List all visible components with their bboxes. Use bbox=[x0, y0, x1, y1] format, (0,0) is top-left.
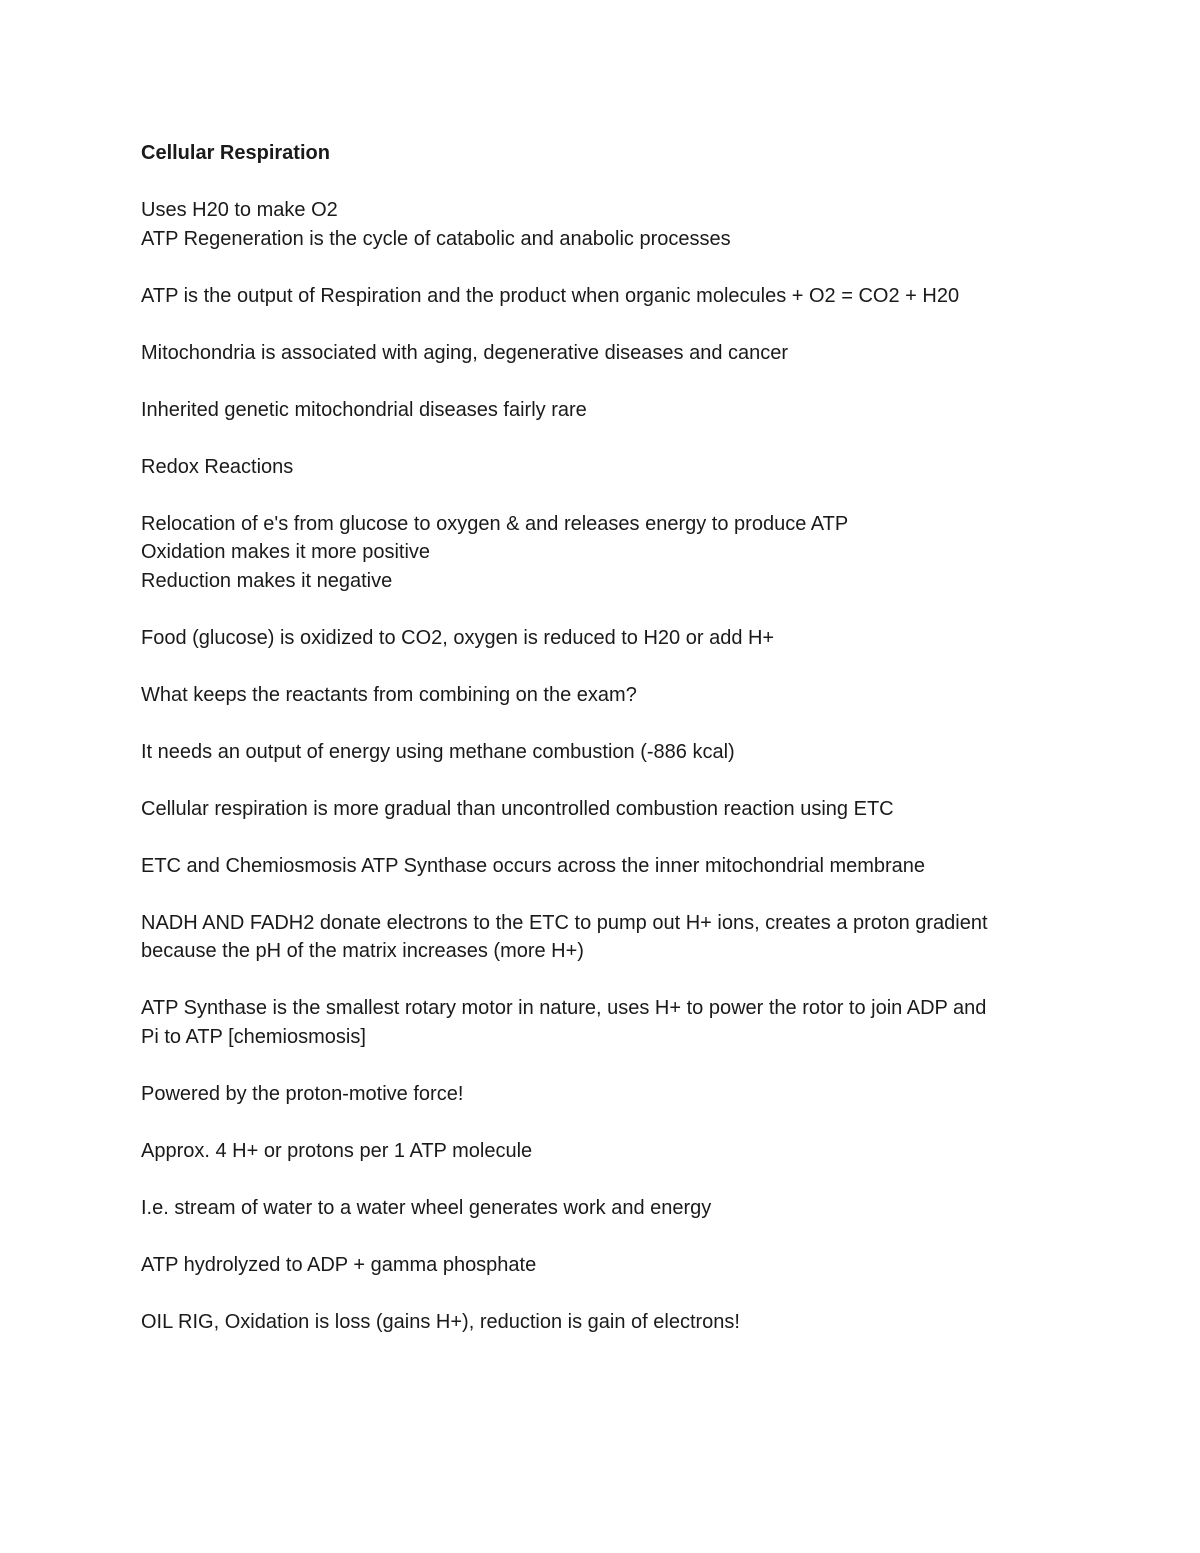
blank-line bbox=[141, 595, 1071, 624]
text-line: I.e. stream of water to a water wheel generates work and energy bbox=[141, 1196, 712, 1219]
blank-line bbox=[141, 310, 1071, 339]
text-line: Mitochondria is associated with aging, degenerative diseases and cancer bbox=[141, 341, 789, 364]
blank-line bbox=[141, 652, 1071, 681]
blank-line bbox=[141, 168, 1071, 197]
blank-line bbox=[141, 823, 1071, 852]
blank-line bbox=[141, 1108, 1071, 1137]
blank-line bbox=[141, 1051, 1071, 1080]
text-line: OIL RIG, Oxidation is loss (gains H+), reduction is gain of electrons! bbox=[141, 1310, 740, 1333]
text-line: Uses H20 to make O2 bbox=[141, 199, 338, 221]
blank-line bbox=[141, 966, 1071, 995]
blank-line bbox=[141, 253, 1071, 282]
blank-line bbox=[141, 1165, 1071, 1194]
blank-line bbox=[141, 481, 1071, 510]
blank-line bbox=[141, 424, 1071, 453]
text-line: NADH AND FADH2 donate electrons to the ETC to pump out H+ ions, creates a proton gradient bbox=[141, 911, 988, 934]
blank-line bbox=[141, 367, 1071, 396]
text-line: Oxidation makes it more positive bbox=[141, 541, 431, 563]
text-line: ATP hydrolyzed to ADP + gamma phosphate bbox=[141, 1253, 537, 1276]
text-line: Powered by the proton-motive force! bbox=[141, 1082, 464, 1105]
document-title: Cellular Respiration bbox=[141, 142, 330, 164]
text-line: It needs an output of energy using methane combustion (-886 kcal) bbox=[141, 740, 735, 763]
text-line: ATP is the output of Respiration and the product when organic molecules + O2 = CO2 + H20 bbox=[141, 284, 960, 307]
section-heading: Redox Reactions bbox=[141, 455, 294, 478]
blank-line bbox=[141, 1279, 1071, 1308]
text-line: ATP Synthase is the smallest rotary motor in nature, uses H+ to power the rotor to join ADP and bbox=[141, 997, 987, 1019]
blank-line bbox=[141, 709, 1071, 738]
blank-line bbox=[141, 766, 1071, 795]
text-line: Relocation of e's from glucose to oxygen & and releases energy to produce ATP bbox=[141, 512, 849, 535]
text-line: Approx. 4 H+ or protons per 1 ATP molecule bbox=[141, 1139, 533, 1162]
blank-line bbox=[141, 880, 1071, 909]
text-line: ATP Regeneration is the cycle of catabolic and anabolic processes bbox=[141, 227, 731, 250]
text-line: Cellular respiration is more gradual than uncontrolled combustion reaction using ETC bbox=[141, 797, 894, 820]
text-line: Pi to ATP [chemiosmosis] bbox=[141, 1025, 366, 1048]
blank-line bbox=[141, 1222, 1071, 1251]
text-line: Inherited genetic mitochondrial diseases fairly rare bbox=[141, 398, 587, 421]
text-line: What keeps the reactants from combining on the exam? bbox=[141, 683, 637, 706]
text-line: because the pH of the matrix increases (more H+) bbox=[141, 940, 584, 962]
text-line: ETC and Chemiosmosis ATP Synthase occurs across the inner mitochondrial membrane bbox=[141, 854, 926, 877]
text-line: Food (glucose) is oxidized to CO2, oxygen is reduced to H20 or add H+ bbox=[141, 626, 775, 649]
document-body bbox=[141, 139, 1071, 1336]
text-line: Reduction makes it negative bbox=[141, 569, 393, 592]
